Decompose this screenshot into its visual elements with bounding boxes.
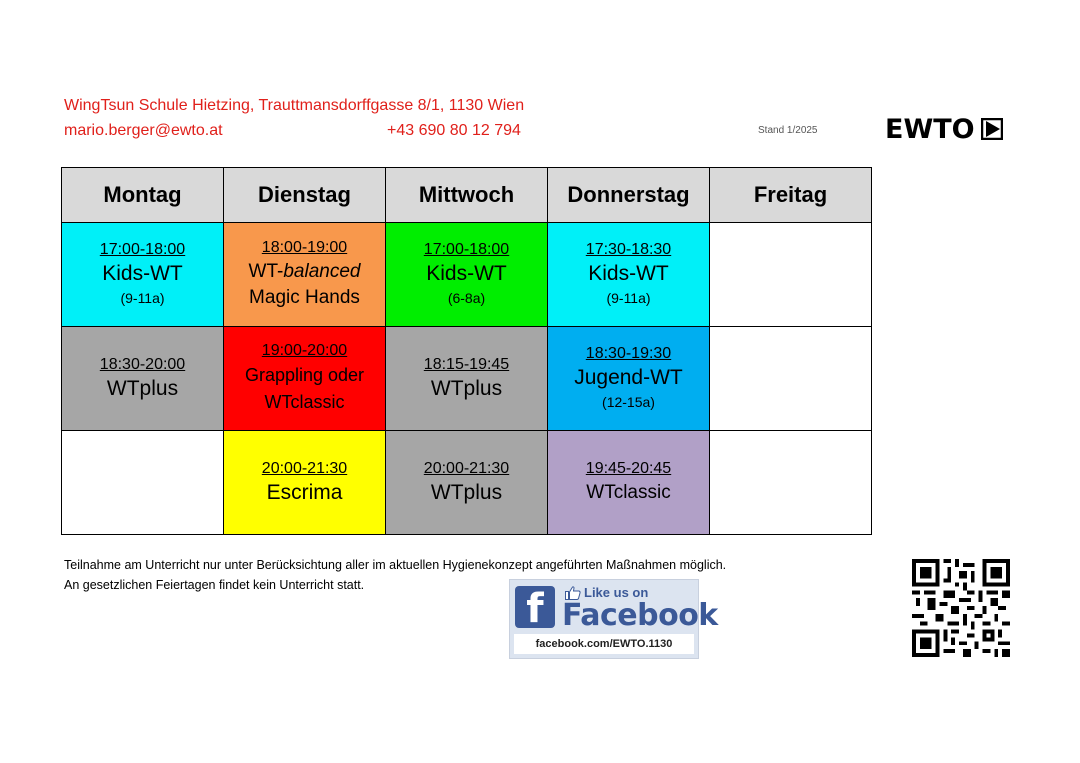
class-age: (9-11a) — [120, 289, 165, 306]
class-name: Escrima — [266, 480, 343, 504]
facebook-url[interactable]: facebook.com/EWTO.1130 — [535, 638, 673, 650]
stand-date: Stand 1/2025 — [758, 125, 818, 136]
class-time: 18:00-19:00 — [261, 239, 348, 257]
day-header-mittwoch: Mittwoch — [386, 168, 548, 223]
cell-montag-3 — [62, 431, 224, 535]
school-address: WingTsun Schule Hietzing, Trauttmansdorffgasse 8/1, 1130 Wien — [64, 97, 525, 114]
cell-mittwoch-3 — [386, 431, 548, 535]
class-time: 20:00-21:30 — [423, 459, 510, 477]
class-name-2: WTclassic — [264, 391, 345, 412]
class-name-2: Magic Hands — [249, 286, 360, 308]
table-row — [62, 431, 872, 535]
class-age: (12-15a) — [602, 393, 655, 410]
class-time: 18:30-20:00 — [99, 355, 186, 373]
class-name: Kids-WT — [102, 262, 183, 286]
facebook-f-icon: f — [515, 586, 555, 628]
class-age: (6-8a) — [447, 289, 486, 306]
cell-dienstag-1 — [224, 223, 386, 327]
cell-montag-1 — [62, 223, 224, 327]
day-header-donnerstag: Donnerstag — [548, 168, 710, 223]
cell-mittwoch-1 — [386, 223, 548, 327]
header-row — [62, 168, 872, 223]
cell-donnerstag-2 — [548, 327, 710, 431]
class-name: WTplus — [430, 376, 503, 400]
cell-donnerstag-3 — [548, 431, 710, 535]
play-square-icon — [981, 118, 1003, 140]
class-time: 20:00-21:30 — [261, 459, 348, 477]
class-time: 18:15-19:45 — [423, 355, 510, 373]
cell-dienstag-3 — [224, 431, 386, 535]
class-time: 19:45-20:45 — [585, 460, 672, 478]
class-name — [224, 259, 385, 285]
email-link[interactable]: mario.berger@ewto.at — [64, 122, 223, 139]
table-row — [62, 327, 872, 431]
class-time: 17:30-18:30 — [585, 241, 672, 259]
class-time: 17:00-18:00 — [99, 241, 186, 259]
table-row — [62, 223, 872, 327]
cell-mittwoch-2 — [386, 327, 548, 431]
class-name: Jugend-WT — [574, 366, 683, 390]
class-time: 17:00-18:00 — [423, 241, 510, 259]
cell-freitag-3 — [710, 431, 872, 535]
class-name: Grappling oder — [244, 364, 365, 385]
cell-dienstag-2 — [224, 327, 386, 431]
cell-montag-2 — [62, 327, 224, 431]
ewto-logo — [885, 113, 1003, 145]
phone-number: +43 690 80 12 794 — [387, 122, 521, 139]
class-name: Kids-WT — [426, 262, 507, 286]
qr-code-icon[interactable] — [912, 558, 1010, 658]
facebook-url-box — [514, 634, 694, 654]
hygiene-note: Teilnahme am Unterricht nur unter Berücksichtung aller im aktuellen Hygienekonzept angeführten Maßnahmen möglich. — [64, 558, 727, 572]
day-header-freitag: Freitag — [710, 168, 872, 223]
class-name: WTclassic — [586, 482, 671, 504]
class-time: 18:30-19:30 — [585, 345, 672, 363]
class-time: 19:00-20:00 — [261, 342, 348, 360]
day-header-montag: Montag — [62, 168, 224, 223]
cell-freitag-2 — [710, 327, 872, 431]
logo-text: EWTO — [885, 113, 975, 145]
class-name-italic: balanced — [283, 261, 361, 283]
cell-freitag-1 — [710, 223, 872, 327]
class-name: WTplus — [106, 376, 179, 400]
like-us-text: Like us on — [584, 585, 649, 600]
day-header-dienstag: Dienstag — [224, 168, 386, 223]
facebook-badge[interactable] — [509, 579, 718, 659]
schedule-table — [61, 167, 872, 535]
holiday-note: An gesetzlichen Feiertagen findet kein Unterricht statt. — [64, 578, 365, 592]
class-age: (9-11a) — [606, 289, 651, 306]
cell-donnerstag-1 — [548, 223, 710, 327]
class-name: Kids-WT — [588, 262, 669, 286]
class-name-prefix: WT- — [248, 261, 284, 283]
facebook-wordmark: Facebook — [562, 598, 718, 633]
class-name: WTplus — [430, 480, 503, 504]
